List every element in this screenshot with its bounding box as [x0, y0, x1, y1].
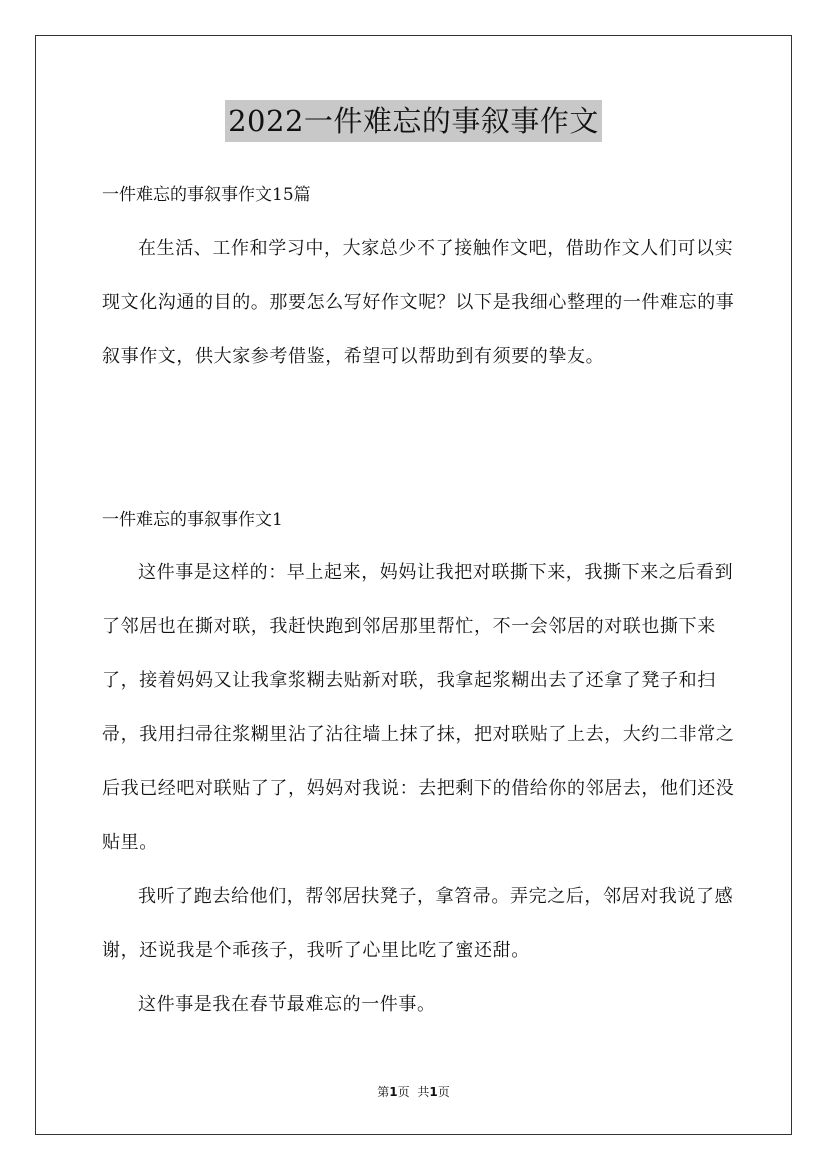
- title-container: [0, 100, 827, 142]
- page-prefix: 第: [377, 1085, 390, 1099]
- page-footer: [0, 1082, 827, 1102]
- document-title: 2022一件难忘的事叙事作文: [225, 100, 602, 142]
- document-subtitle: 一件难忘的事叙事作文15篇: [102, 185, 311, 205]
- page-number: 1: [389, 1085, 398, 1099]
- body-paragraph-2: 我听了跑去给他们，帮邻居扶凳子，拿笤帚。弄完之后，邻居对我说了感谢，还说我是个乖孩子，我听了心里比吃了蜜还甜。: [102, 886, 734, 961]
- total-prefix: 共: [417, 1085, 430, 1099]
- total-pages: 1: [429, 1085, 438, 1099]
- body-paragraph-3: 这件事是我在春节最难忘的一件事。: [138, 994, 436, 1015]
- body-paragraph-1: 这件事是这样的：早上起来，妈妈让我把对联撕下来，我撕下来之后看到了邻居也在撕对联，我赶快跑到邻居那里帮忙，不一会邻居的对联也撕下来了，接着妈妈又让我拿浆糊去贴新对联，我拿起浆糊出去了还拿了凳子和扫帚，我用扫帚往浆糊里沾了沾往墙上抹了抹，把对联贴了上去，大约二非常之后我已经吧对联贴了了，妈妈对我说：去把剩下的借给你的邻居去，他们还没贴里。: [102, 562, 735, 853]
- total-suffix: 页: [437, 1085, 450, 1099]
- page-suffix: 页: [397, 1085, 410, 1099]
- section-heading: 一件难忘的事叙事作文1: [102, 510, 283, 530]
- intro-paragraph: 在生活、工作和学习中，大家总少不了接触作文吧，借助作文人们可以实现文化沟通的目的。那要怎么写好作文呢？以下是我细心整理的一件难忘的事叙事作文，供大家参考借鉴，希望可以帮助到有须要的挚友。: [102, 238, 735, 367]
